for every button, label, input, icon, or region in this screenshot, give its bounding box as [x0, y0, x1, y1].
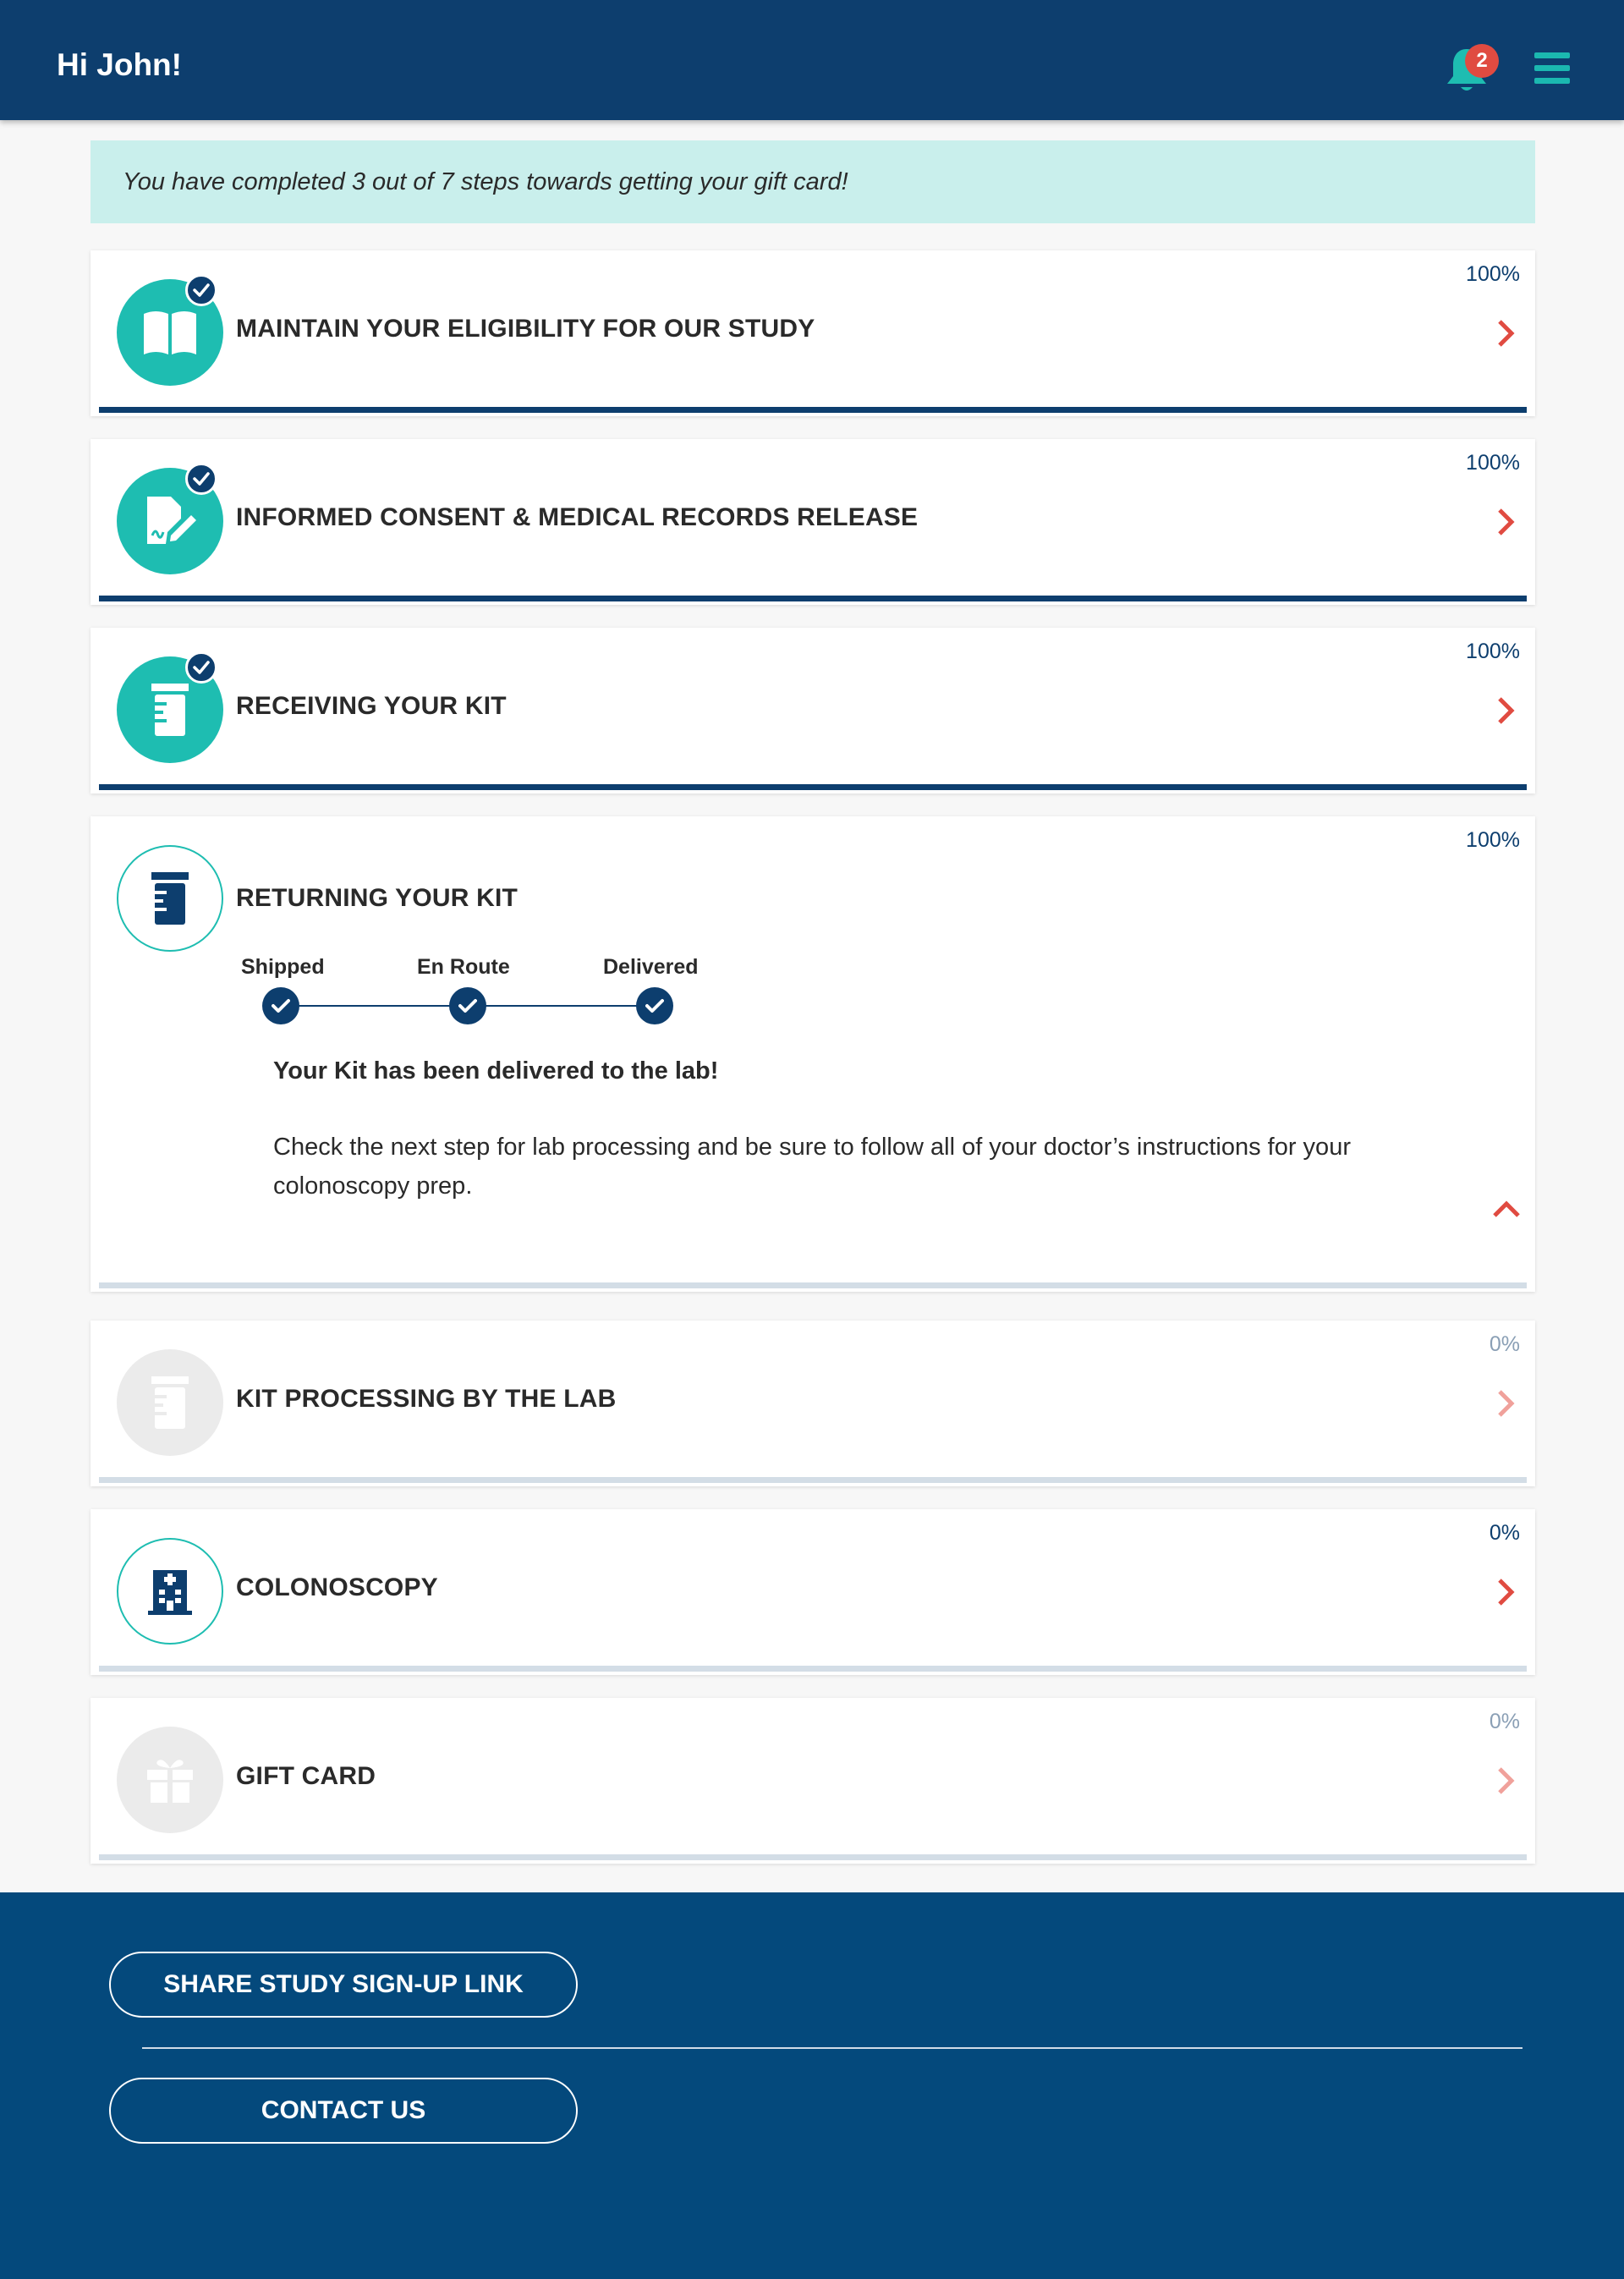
kit-container-icon: [151, 684, 189, 736]
step-percent: 0%: [1489, 1332, 1520, 1356]
delivered-message-title: Your Kit has been delivered to the lab!: [273, 1057, 719, 1085]
share-study-link-button[interactable]: SHARE STUDY SIGN-UP LINK: [109, 1952, 578, 2018]
step-icon-circle: [117, 845, 223, 952]
tracker-label-shipped: Shipped: [241, 955, 325, 979]
chevron-right-icon[interactable]: [1495, 507, 1518, 537]
chevron-right-icon[interactable]: [1495, 1577, 1518, 1607]
progress-banner: You have completed 3 out of 7 steps towards getting your gift card!: [91, 140, 1535, 223]
tracker-label-en-route: En Route: [417, 955, 510, 979]
step-percent: 0%: [1489, 1710, 1520, 1733]
step-icon-circle: [117, 1538, 223, 1645]
step-title: INFORMED CONSENT & MEDICAL RECORDS RELEASE: [236, 503, 919, 531]
completed-check-icon: [185, 651, 217, 684]
step-progress-bar: [99, 784, 1527, 790]
app-header: [0, 0, 1624, 120]
step-icon-circle: [117, 1727, 223, 1833]
step-title: COLONOSCOPY: [236, 1573, 438, 1601]
step-card-colonoscopy[interactable]: [91, 1509, 1535, 1675]
kit-container-icon: [151, 1376, 189, 1429]
delivered-message-body: Check the next step for lab processing and be sure to follow all of your doctor’s instructions for your colonoscopy prep.: [273, 1134, 1351, 1200]
tracker-check-icon: [262, 987, 299, 1024]
step-percent: 100%: [1466, 640, 1520, 663]
chevron-right-icon[interactable]: [1495, 695, 1518, 726]
completed-check-icon: [185, 274, 217, 306]
step-progress-bar: [99, 596, 1527, 601]
step-progress-bar: [99, 1666, 1527, 1672]
step-progress-bar: [99, 1282, 1527, 1288]
footer: [0, 1892, 1624, 2279]
footer-divider: [142, 2047, 1522, 2049]
step-card-gift-card[interactable]: [91, 1698, 1535, 1864]
step-card-returning-kit[interactable]: [91, 816, 1535, 1292]
hamburger-menu-icon[interactable]: [1534, 52, 1570, 86]
step-title: MAINTAIN YOUR ELIGIBILITY FOR OUR STUDY: [236, 315, 815, 343]
step-card-consent[interactable]: [91, 439, 1535, 605]
step-title: GIFT CARD: [236, 1762, 376, 1790]
step-percent: 100%: [1466, 262, 1520, 286]
greeting-title: Hi John!: [57, 47, 182, 82]
signed-document-icon: [142, 493, 198, 549]
step-progress-bar: [99, 1854, 1527, 1860]
tracker-label-delivered: Delivered: [603, 955, 699, 979]
step-icon-circle: [117, 1349, 223, 1456]
chevron-right-icon[interactable]: [1495, 318, 1518, 349]
step-percent: 0%: [1489, 1521, 1520, 1545]
step-card-kit-processing[interactable]: [91, 1321, 1535, 1486]
step-percent: 100%: [1466, 828, 1520, 852]
step-card-eligibility[interactable]: [91, 250, 1535, 416]
step-title: KIT PROCESSING BY THE LAB: [236, 1385, 617, 1413]
step-title: RECEIVING YOUR KIT: [236, 692, 507, 720]
notification-badge: 2: [1465, 44, 1499, 78]
step-card-receiving-kit[interactable]: [91, 628, 1535, 794]
completed-check-icon: [185, 463, 217, 495]
book-icon: [142, 309, 198, 356]
step-progress-bar: [99, 1477, 1527, 1483]
kit-container-icon: [151, 872, 189, 925]
chevron-right-icon[interactable]: [1495, 1766, 1518, 1796]
chevron-right-icon[interactable]: [1495, 1388, 1518, 1419]
gift-icon: [145, 1756, 195, 1804]
step-percent: 100%: [1466, 451, 1520, 475]
tracker-check-icon: [449, 987, 486, 1024]
chevron-up-icon[interactable]: [1491, 1199, 1522, 1219]
tracker-check-icon: [636, 987, 673, 1024]
shipping-tracker-labels: [236, 955, 743, 982]
step-progress-bar: [99, 407, 1527, 413]
contact-us-button[interactable]: CONTACT US: [109, 2078, 578, 2144]
hospital-icon: [148, 1567, 192, 1616]
step-title: RETURNING YOUR KIT: [236, 884, 518, 912]
